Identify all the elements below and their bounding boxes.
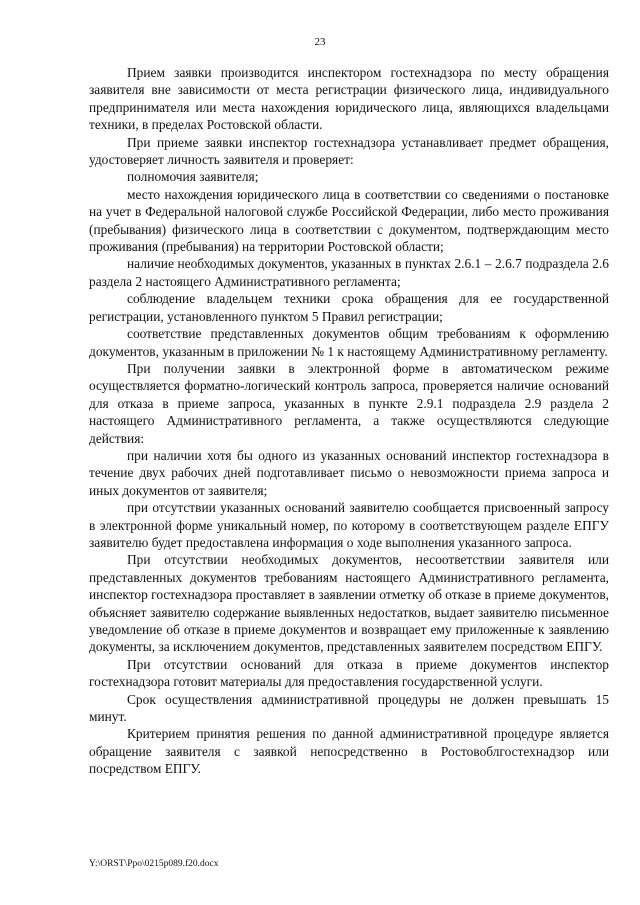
paragraph: При получении заявки в электронной форме в автоматическом режиме осуществляется форматно-логический контроль запроса, проверяется наличие оснований для отказа в приеме запроса, указанных в пункте 2.9.1 подраздела 2.9 раздела 2 настоящего Административного регламента, а также осуществляются следующие действия: [89,360,609,446]
paragraph: при наличии хотя бы одного из указанных оснований инспектор гостехнадзора в течение двух рабочих дней подготавливает письмо о невозможности приема запроса и иных документов от заявителя; [89,447,609,498]
paragraph: место нахождения юридического лица в соответствии со сведениями о постановке на учет в Федеральной налоговой службе Российской Федерации, либо место проживания (пребывания) физического лица в соответствии с документом, подтверждающим место проживания (пребывания) на территории Ростовской области; [89,186,609,255]
paragraph: наличие необходимых документов, указанных в пунктах 2.6.1 – 2.6.7 подраздела 2.6 раздела 2 настоящего Административного регламента; [89,256,609,289]
paragraph: Срок осуществления административной процедуры не должен превышать 15 минут. [89,691,609,725]
paragraph: При отсутствии оснований для отказа в приеме документов инспектор гостехнадзора готовит материалы для предоставления государственной услуги. [89,656,609,690]
footer-file-path: Y:\ORST\Ppo\0215p089.f20.docx [89,859,219,869]
paragraph: При приеме заявки инспектор гостехнадзора устанавливает предмет обращения, удостоверяет личность заявителя и проверяет: [89,134,609,168]
paragraph: Критерием принятия решения по данной административной процедуре является обращение заявителя с заявкой непосредственно в Ростовоблгостехнадзор или посредством ЕПГУ. [89,726,609,777]
page-number: 23 [314,36,326,48]
paragraph: полномочия заявителя; [127,169,259,185]
paragraph: Прием заявки производится инспектором гостехнадзора по месту обращения заявителя вне зависимости от места регистрации физического лица, индивидуального предпринимателя или места нахождения юридического лица, являющихся владельцами техники, в пределах Ростовской области. [89,65,609,133]
paragraph: при отсутствии указанных оснований заявителю сообщается присвоенный запросу в электронной форме уникальный номер, по которому в соответствующем разделе ЕПГУ заявителю будет предоставлена информация о ходе выполнения указанного запроса. [89,500,609,550]
document-body [89,64,609,778]
paragraph: соблюдение владельцем техники срока обращения для ее государственной регистрации, установленного пунктом 5 Правил регистрации; [89,291,609,324]
paragraph: При отсутствии необходимых документов, несоответствии заявителя или представленных документов требованиям настоящего Административного регламента, инспектор гостехнадзора проставляет в заявлении отметку об отказе в приеме документов, объясняет заявителю содержание выявленных недостатков, выдает заявителю письменное уведомление об отказе в приеме документов и возвращает ему приложенные к заявлению документы, за исключением документов, представленных заявителем посредством ЕПГУ. [89,552,609,655]
paragraph: соответствие представленных документов общим требованиям к оформлению документов, указанным в приложении № 1 к настоящему Административному регламенту. [89,326,609,359]
